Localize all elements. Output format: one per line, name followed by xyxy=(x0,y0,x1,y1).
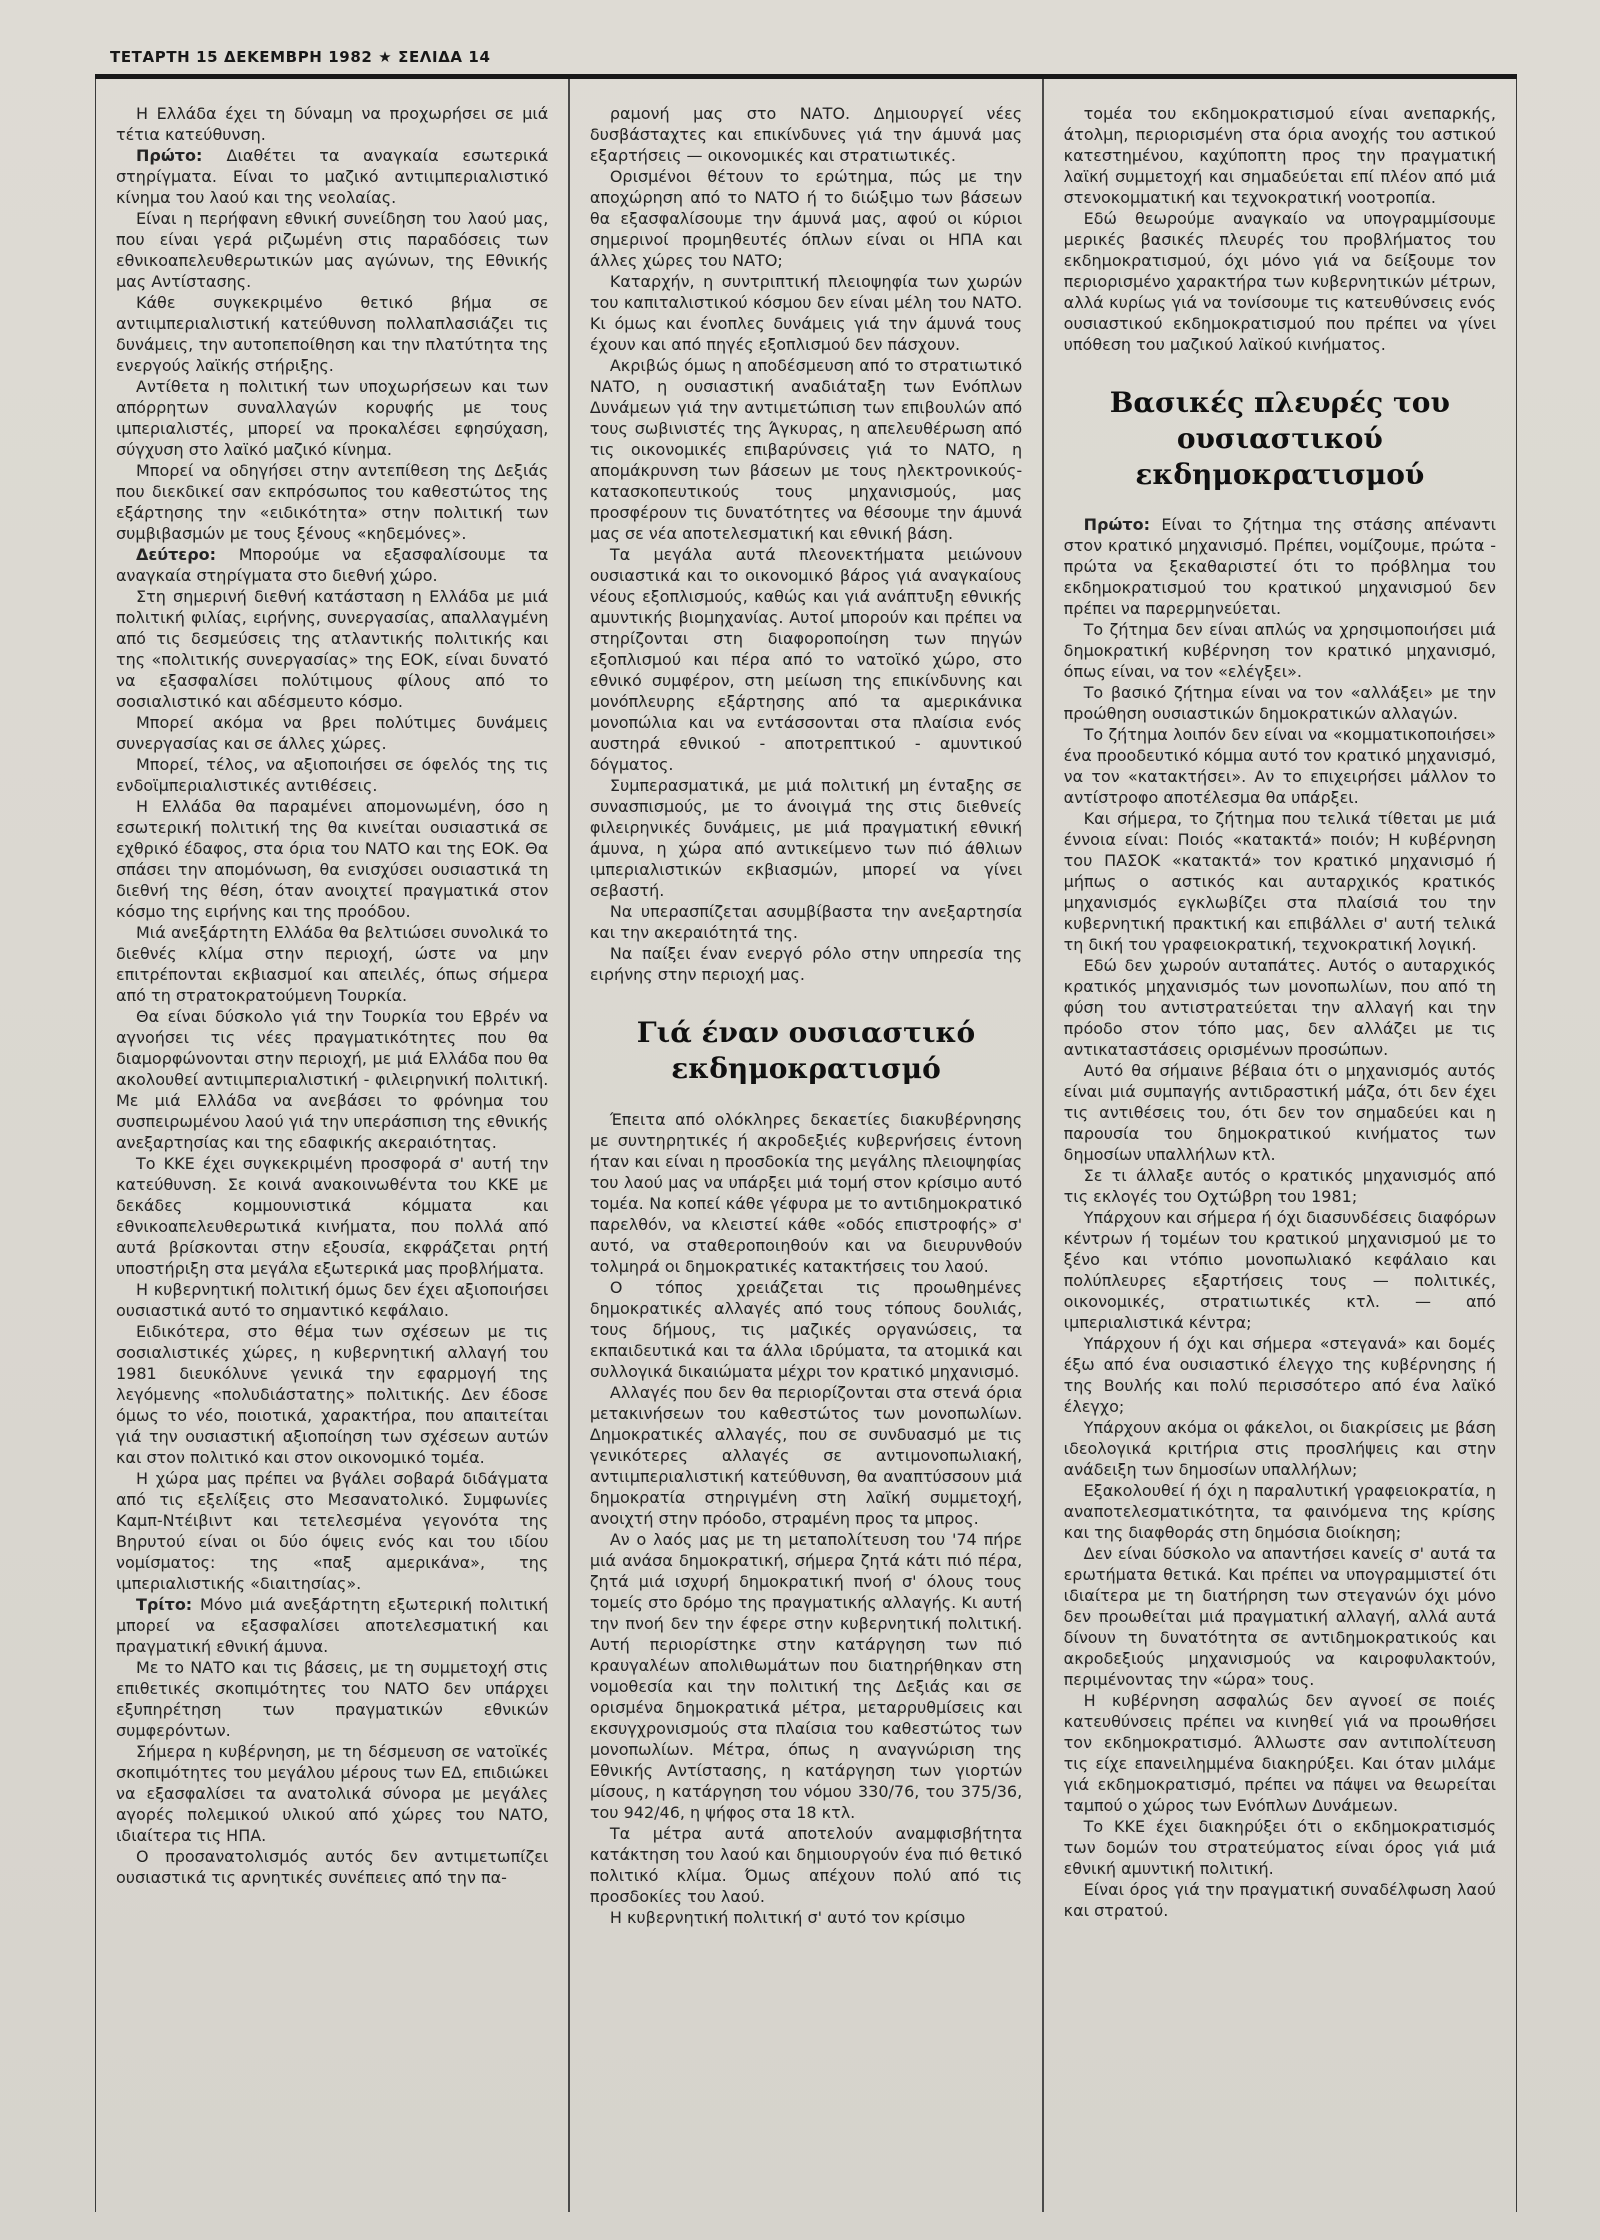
paragraph: Είναι η περήφανη εθνική συνείδηση του λαού μας, που είναι γερά ριζωμένη στις παραδόσεις των εθνικοαπελευθερωτικών μας αγώνων, της Εθνικής μας Αντίστασης. xyxy=(116,209,549,291)
paragraph: Τα μέτρα αυτά αποτελούν αναμφισβήτητα κατάκτηση του λαού και δημιουργούν ένα πιό θετικό πολιτικό κλίμα. Όμως απέχουν πολύ από τις προσδοκίες του λαού. xyxy=(589,1823,1023,1906)
paragraph: Συμπερασματικά, με μιά πολιτική μη ένταξης σε συνασπισμούς, με το άνοιγμά της στις διεθνείς φιλειρηνικές δυνάμεις, με μιά πραγματική εθνική άμυνα, η χώρα από αντικείμενο των πιό άθλιων ιμπεριαλιστικών εκβιασμών, μπορεί να γίνει σεβαστή. xyxy=(589,776,1023,900)
paragraph: Ορισμένοι θέτουν το ερώτημα, πώς με την αποχώρηση από το ΝΑΤΟ ή το διώξιμο των βάσεων θα εξασφαλίσουμε την άμυνά μας, αφού οι κύριοι σημερινοί προμηθευτές όπλων είναι οι ΗΠΑ και άλλες χώρες του ΝΑΤΟ; xyxy=(589,167,1023,270)
section-heading: Βασικές πλευρές του ουσιαστικού εκδημοκρατισμού xyxy=(1109,386,1450,491)
column-2 xyxy=(570,79,1042,2212)
paragraph: Η Ελλάδα έχει τη δύναμη να προχωρήσει σε μιά τέτια κατεύθυνση. xyxy=(116,104,549,144)
paragraph: Εξακολουθεί ή όχι η παραλυτική γραφειοκρατία, η αναποτελεσματικότητα, τα φαινόμενα της κρίσης και της διαφθοράς στη δημόσια διοίκηση; xyxy=(1063,1481,1496,1543)
paragraph: Έπειτα από ολόκληρες δεκαετίες διακυβέρνησης με συντηρητικές ή ακροδεξιές κυβερνήσεις έντονη ήταν και είναι η προσδοκία της μεγάλης πλειοψηφίας του λαού μας να υπάρξει μιά τομή στον κρίσιμο αυτό τομέα. Να κοπεί κάθε γέφυρα με το αντιδημοκρατικό παρελθόν, να κλειστεί κάθε «οδός επιστροφής» σ' αυτό, να σταθεροποιηθούν και να διευρυνθούν τολμηρά οι δημοκρατικές κατακτήσεις του λαού. xyxy=(589,1109,1023,1276)
paragraph: Δεύτερο: Μπορούμε να εξασφαλίσουμε τα αναγκαία στηρίγματα στο διεθνή χώρο. xyxy=(116,545,549,585)
article-body xyxy=(95,79,1517,2212)
paragraph: Η κυβερνητική πολιτική σ' αυτό τον κρίσιμο xyxy=(609,1907,966,1927)
paragraph: Πρώτο: Διαθέτει τα αναγκαία εσωτερικά στηρίγματα. Είναι το μαζικό αντιιμπεριαλιστικό κίνημα του λαού και της νεολαίας. xyxy=(116,146,549,207)
paragraph: Μπορεί, τέλος, να αξιοποιήσει σε όφελός της τις ενδοϊμπεριαλιστικές αντιθέσεις. xyxy=(116,755,549,795)
paragraph: Σήμερα η κυβέρνηση, με τη δέσμευση σε νατοϊκές σκοπιμότητες του μεγάλου μέρους των ΕΔ, επιδιώκει να εξασφαλίσει τα ανατολικά σύνορα με μεγάλες αγορές πολεμικού υλικού από χώρες του ΝΑΤΟ, ιδιαίτερα τις ΗΠΑ. xyxy=(116,1742,549,1845)
paragraph: Το ΚΚΕ έχει διακηρύξει ότι ο εκδημοκρατισμός των δομών του στρατεύματος είναι όρος γιά μιά εθνική αμυντική πολιτική. xyxy=(1063,1817,1496,1879)
paragraph-lead: Πρώτο: xyxy=(1083,515,1162,535)
paragraph-lead: Πρώτο: xyxy=(136,146,227,165)
paragraph: Το ζήτημα δεν είναι απλώς να χρησιμοποιήσει μιά δημοκρατική κυβέρνηση τον κρατικό μηχανισμό, όπως είναι, να τον «ελέγξει». xyxy=(1063,620,1496,682)
paragraph-lead: Δεύτερο: xyxy=(136,545,239,564)
paragraph: Και σήμερα, το ζήτημα που τελικά τίθεται με μιά έννοια είναι: Ποιός «κατακτά» ποιόν; Η κυβέρνηση του ΠΑΣΟΚ «κατακτά» τον κρατικό μηχανισμό ή μήπως ο αστικός και αυταρχικός κρατικός μηχανισμός εγκλωβίζει στα πλαίσιά του την κυβερνητική πρακτική και επιβάλλει σ' αυτή τελικά τη δική του γραφειοκρατική, τεχνοκρατική λογική. xyxy=(1063,809,1496,955)
paragraph: Να υπερασπίζεται ασυμβίβαστα την ανεξαρτησία και την ακεραιότητά της. xyxy=(589,902,1023,942)
column-3 xyxy=(1044,79,1516,2212)
paragraph: Με το ΝΑΤΟ και τις βάσεις, με τη συμμετοχή στις επιθετικές σκοπιμότητες του ΝΑΤΟ δεν υπάρχει εξυπηρέτηση των πραγματικών εθνικών συμφερόντων. xyxy=(116,1658,549,1740)
paragraph: Τρίτο: Μόνο μιά ανεξάρτητη εξωτερική πολιτική μπορεί να εξασφαλίσει αποτελεσματική και πραγματική εθνική άμυνα. xyxy=(116,1595,549,1656)
paragraph: Η Ελλάδα θα παραμένει απομονωμένη, όσο η εσωτερική πολιτική της θα κινείται ουσιαστικά σε εχθρικό έδαφος, στα όρια του ΝΑΤΟ και της ΕΟΚ. Θα σπάσει την απομόνωση, θα ενισχύσει ουσιαστικά τη διεθνή της θέση, όταν ανοιχτεί πραγματικά στον κόσμο της ειρήνης και της προόδου. xyxy=(116,797,549,921)
paragraph: Η κυβέρνηση ασφαλώς δεν αγνοεί σε ποιές κατευθύνσεις πρέπει να κινηθεί γιά να προωθήσει τον εκδημοκρατισμό. Άλλωστε σαν αντιπολίτευση τις είχε επανειλημμένα διακηρύξει. Και όταν μιλάμε γιά εκδημοκρατισμό, πρέπει να πάψει να θεωρείται ταμπού ο χώρος των Ενόπλων Δυνάμεων. xyxy=(1063,1691,1496,1816)
paragraph: Πρώτο: Είναι το ζήτημα της στάσης απέναντι στον κρατικό μηχανισμό. Πρέπει, νομίζουμε, πρώτα - πρώτα να ξεκαθαριστεί ότι το πρόβλημα του εκδημοκρατισμού του κρατικού μηχανισμού δεν πρέπει να παρερμηνεύεται. xyxy=(1063,515,1496,619)
paragraph: Υπάρχουν ή όχι και σήμερα «στεγανά» και δομές έξω από ένα ουσιαστικό έλεγχο της κυβέρνησης ή της Βουλής και πολύ περισσότερο από ένα λαϊκό έλεγχο; xyxy=(1063,1334,1496,1417)
paragraph: Μπορεί να οδηγήσει στην αντεπίθεση της Δεξιάς που διεκδικεί σαν εκπρόσωπος του καθεστώτος της εξάρτησης την «ειδικότητα» στην πολιτική των συμβιβασμών με τους ξένους «κηδεμόνες». xyxy=(116,461,549,543)
paragraph: Η κυβερνητική πολιτική όμως δεν έχει αξιοποιήσει ουσιαστικά αυτό το σημαντικό κεφάλαιο. xyxy=(116,1280,549,1320)
paragraph: Να παίξει έναν ενεργό ρόλο στην υπηρεσία της ειρήνης στην περιοχή μας. xyxy=(589,944,1023,984)
paragraph: ραμονή μας στο ΝΑΤΟ. Δημιουργεί νέες δυσβάσταχτες και επικίνδυνες γιά την άμυνά μας εξαρτήσεις — οικονομικές και στρατιωτικές. xyxy=(589,104,1023,165)
paragraph: Εδώ θεωρούμε αναγκαίο να υπογραμμίσουμε μερικές βασικές πλευρές του προβλήματος του εκδημοκρατισμού, όχι μόνο γιά να δείξουμε τον περιορισμένο χαρακτήρα των κυβερνητικών μέτρων, αλλά κυρίως γιά να τονίσουμε τις κατευθύνσεις ενός ουσιαστικού εκδημοκρατισμού που πρέπει να γίνει υπόθεση του μαζικού λαϊκού κινήματος. xyxy=(1063,209,1496,354)
paragraph: Το ΚΚΕ έχει συγκεκριμένη προσφορά σ' αυτή την κατεύθυνση. Σε κοινά ανακοινωθέντα του ΚΚΕ με δεκάδες κομμουνιστικά κόμματα και εθνικοαπελευθερωτικά κινήματα, που πολλά από αυτά βρίσκονται στην εξουσία, εκφράζεται ρητή υποστήριξη στα μεγάλα εξωτερικά μας προβλήματα. xyxy=(116,1154,549,1278)
paragraph: Δεν είναι δύσκολο να απαντήσει κανείς σ' αυτά τα ερωτήματα θετικά. Και πρέπει να υπογραμμιστεί ότι ιδιαίτερα με τη διατήρηση των στεγανών όχι μόνο δεν προωθείται μιά πραγματική αλλαγή, αλλά αυτά δίνουν τη δυνατότητα σε αντιδημοκρατικούς και ακροδεξιούς μηχανισμούς να καιροφυλακτούν, περιμένοντας την «ώρα» τους. xyxy=(1063,1544,1496,1690)
paragraph: τομέα του εκδημοκρατισμού είναι ανεπαρκής, άτολμη, περιορισμένη στα όρια ανοχής του αστικού κατεστημένου, καχύποπτη προς την πραγματική λαϊκή συμμετοχή και σημαδεύεται επί πλέον από μιά στενοκομματική και τεχνοκρατική νοοτροπία. xyxy=(1063,104,1496,207)
page-header-text: ΤΕΤΑΡΤΗ 15 ΔΕΚΕΜΒΡΗ 1982 ★ ΣΕΛΙΔΑ 14 xyxy=(110,48,491,66)
paragraph: Αν ο λαός μας με τη μεταπολίτευση του '74 πήρε μιά ανάσα δημοκρατική, σήμερα ζητά κάτι πιό πέρα, ζητά μιά ισχυρή δημοκρατική πνοή σ' όλους τους τομείς στο δρόμο της πραγματικής αλλαγής. Κι αυτή την πνοή δεν την έφερε στην κυβερνητική πολιτική. Αυτή περιορίστηκε στην κατάργηση των πιό κραυγαλέων απολιθωμάτων που διατηρήθηκαν στη νομοθεσία και την πολιτική της Δεξιάς και σε ορισμένα δημοκρατικά μέτρα, μεταρρυθμίσεις και εκσυγχρονισμούς στα πλαίσια του καθεστώτος των μονοπωλίων. Μέτρα, όπως η αναγνώριση της Εθνικής Αντίστασης, η κατάργηση των γιορτών μίσους, η κατάργηση του νόμου 330/76, του 375/36, του 942/46, η ψήφος στα 18 κτλ. xyxy=(589,1529,1023,1822)
paragraph: Ο τόπος χρειάζεται τις προωθημένες δημοκρατικές αλλαγές από τους τόπους δουλιάς, τους δήμους, τις μαζικές οργανώσεις, τα εκπαιδευτικά και τα άλλα ιδρύματα, τα ατομικά και συλλογικά δικαιώματα μέχρι τον κρατικό μηχανισμό. xyxy=(589,1277,1023,1381)
paragraph: Εδώ δεν χωρούν αυταπάτες. Αυτός ο αυταρχικός κρατικός μηχανισμός των μονοπωλίων, που από τη φύση του αντιστρατεύεται την αλλαγή και την πρόοδο στον τόπο μας, δεν αλλάζει με τις αντικαταστάσεις ορισμένων προσώπων. xyxy=(1063,956,1496,1060)
paragraph: Ειδικότερα, στο θέμα των σχέσεων με τις σοσιαλιστικές χώρες, η κυβερνητική αλλαγή του 1981 διευκόλυνε γενικά την εφαρμογή της λεγόμενης «πολυδιάστατης» πολιτικής. Δεν έδοσε όμως το νέο, ποιοτικά, χαρακτήρα, που απαιτείται γιά την ουσιαστική αξιοποίηση των σχέσεων αυτών και στον πολιτικό και στον οικονομικό τομέα. xyxy=(116,1322,549,1467)
paragraph: Μιά ανεξάρτητη Ελλάδα θα βελτιώσει συνολικά το διεθνές κλίμα στην περιοχή, ώστε να μην επιτρέπονται εκβιασμοί και απειλές, όπως σήμερα από τη στρατοκρατούμενη Τουρκία. xyxy=(116,923,549,1005)
paragraph: Τα μεγάλα αυτά πλεονεκτήματα μειώνουν ουσιαστικά και το οικονομικό βάρος γιά αναγκαίους νέους εξοπλισμούς, καθώς και γιά ανάπτυξη εθνικής αμυντικής βιομηχανίας. Αυτοί μπορούν και πρέπει να στηρίζονται στη διαφοροποίηση των πηγών εξοπλισμού και πέρα από το νατοϊκό χώρο, στο εθνικό συμφέρον, στη μείωση της επικίνδυνης και μονόπλευρης εξάρτησης από τα αμερικάνικα μονοπώλια και να εντάσσονται στα πλαίσια ενός αυστηρά εθνικού - αποτρεπτικού - αμυντικού δόγματος. xyxy=(589,545,1023,774)
paragraph-lead: Τρίτο: xyxy=(136,1595,200,1614)
column-1 xyxy=(96,79,568,2212)
paragraph: Ο προσανατολισμός αυτός δεν αντιμετωπίζει ουσιαστικά τις αρνητικές συνέπειες από την πα- xyxy=(116,1847,549,1887)
paragraph: Καταρχήν, η συντριπτική πλειοψηφία των χωρών του καπιταλιστικού κόσμου δεν είναι μέλη του ΝΑΤΟ. Κι όμως και ένοπλες δυνάμεις γιά την άμυνά τους έχουν και από πηγές εξοπλισμού δεν πάσχουν. xyxy=(589,272,1023,354)
paragraph: Μπορεί ακόμα να βρει πολύτιμες δυνάμεις συνεργασίας και σε άλλες χώρες. xyxy=(116,713,549,753)
paragraph: Θα είναι δύσκολο γιά την Τουρκία του Εβρέν να αγνοήσει τις νέες πραγματικότητες που θα διαμορφώνονται στην περιοχή, με μιά Ελλάδα που θα ακολουθεί αντιιμπεριαλιστική - φιλειρηνική πολιτική. Με μιά Ελλάδα να ανεβάσει το φρόνημα του συσπειρωμένου λαού γιά την υπεράσπιση της εθνικής ανεξαρτησίας και της εδαφικής ακεραιότητας. xyxy=(116,1007,549,1152)
page-header xyxy=(110,48,491,66)
section-heading: Γιά έναν ουσιαστικό εκδημοκρατισμό xyxy=(636,1016,976,1085)
paragraph: Σε τι άλλαξε αυτός ο κρατικός μηχανισμός από τις εκλογές του Οχτώβρη του 1981; xyxy=(1063,1166,1496,1207)
paragraph: Ακριβώς όμως η αποδέσμευση από το στρατιωτικό ΝΑΤΟ, η ουσιαστική αναδιάταξη των Ενόπλων Δυνάμεων γιά την αντιμετώπιση των επιβουλών από τους σωβινιστές της Άγκυρας, η απελευθέρωση από τις οικονομικές επιβαρύνσεις γιά το ΝΑΤΟ, η απομάκρυνση των βάσεων με τους ηλεκτρονικούς-κατασκοπευτικούς τους μηχανισμούς, μας προσφέρουν τις δυνατότητες να θέσουμε την άμυνά μας σε νέα αποτελεσματική και εθνική βάση. xyxy=(589,356,1023,543)
paragraph: Υπάρχουν και σήμερα ή όχι διασυνδέσεις διαφόρων κέντρων ή τομέων του κρατικού μηχανισμού με το ξένο και ντόπιο μονοπωλιακό κεφάλαιο και πολύπλευρες εξαρτήσεις τους — πολιτικές, οικονομικές, στρατιωτικές κτλ. — από ιμπεριαλιστικά κέντρα; xyxy=(1063,1208,1496,1333)
paragraph: Είναι όρος γιά την πραγματική συναδέλφωση λαού και στρατού. xyxy=(1063,1880,1496,1921)
paragraph: Αλλαγές που δεν θα περιορίζονται στα στενά όρια μετακινήσεων του καθεστώτος των μονοπωλίων. Δημοκρατικές αλλαγές, που σε συνδυασμό με τις γενικότερες αλλαγές σε αντιμονοπωλιακή, αντιιμπεριαλιστική κατεύθυνση, θα αναπτύσσουν μιά δημοκρατία στηριγμένη στη λαϊκή συμμετοχή, ανοιχτή στην πρόοδο, στραμένη προς τα μπρος. xyxy=(589,1382,1023,1528)
paragraph: Το βασικό ζήτημα είναι να τον «αλλάξει» με την προώθηση ουσιαστικών δημοκρατικών αλλαγών. xyxy=(1063,683,1496,724)
paragraph: Αντίθετα η πολιτική των υποχωρήσεων και των απόρρητων συναλλαγών κορυφής με τους ιμπεριαλιστές, μπορεί να προκαλέσει εφησύχαση, σύγχυση στο λαϊκό μαζικό κίνημα. xyxy=(116,377,549,459)
paragraph: Υπάρχουν ακόμα οι φάκελοι, οι διακρίσεις με βάση ιδεολογικά κριτήρια στις προσλήψεις και στην ανάδειξη των δημοσίων υπαλλήλων; xyxy=(1063,1418,1496,1480)
paragraph: Το ζήτημα λοιπόν δεν είναι να «κομματικοποιήσει» ένα προοδευτικό κόμμα αυτό τον κρατικό μηχανισμό, να τον «κατακτήσει». Αν το επιχειρήσει μάλλον το αντίστροφο αποτέλεσμα θα υπάρξει. xyxy=(1063,725,1496,808)
paragraph: Κάθε συγκεκριμένο θετικό βήμα σε αντιιμπεριαλιστική κατεύθυνση πολλαπλασιάζει τις δυνάμεις, την αυτοπεποίθηση και την πλατύτητα της ενεργούς λαϊκής στήριξης. xyxy=(116,293,549,375)
paragraph: Στη σημερινή διεθνή κατάσταση η Ελλάδα με μιά πολιτική φιλίας, ειρήνης, συνεργασίας, απαλλαγμένη από τις δεσμεύσεις της ατλαντικής πολιτικής και της «πολιτικής συνεργασίας» της ΕΟΚ, είναι δυνατό να εξασφαλίσει πολύτιμους φίλους από το σοσιαλιστικό και αδέσμευτο κόσμο. xyxy=(116,587,549,711)
paragraph: Η χώρα μας πρέπει να βγάλει σοβαρά διδάγματα από τις εξελίξεις στο Μεσανατολικό. Συμφωνίες Καμπ-Ντέιβιντ και τετελεσμένα γεγονότα της Βηρυτού είναι οι δύο όψεις ενός και του ιδίου νομίσματος: της «παξ αμερικάνα», της ιμπεριαλιστικής «διαιτησίας». xyxy=(116,1469,549,1593)
paragraph: Αυτό θα σήμαινε βέβαια ότι ο μηχανισμός αυτός είναι μιά συμπαγής αντιδραστική μάζα, ότι δεν έχει τις αντιθέσεις του, ότι δεν τον σημαδεύει και η παρουσία του δημοκρατικού κινήματος των δημοσίων υπαλλήλων κτλ. xyxy=(1063,1061,1496,1165)
